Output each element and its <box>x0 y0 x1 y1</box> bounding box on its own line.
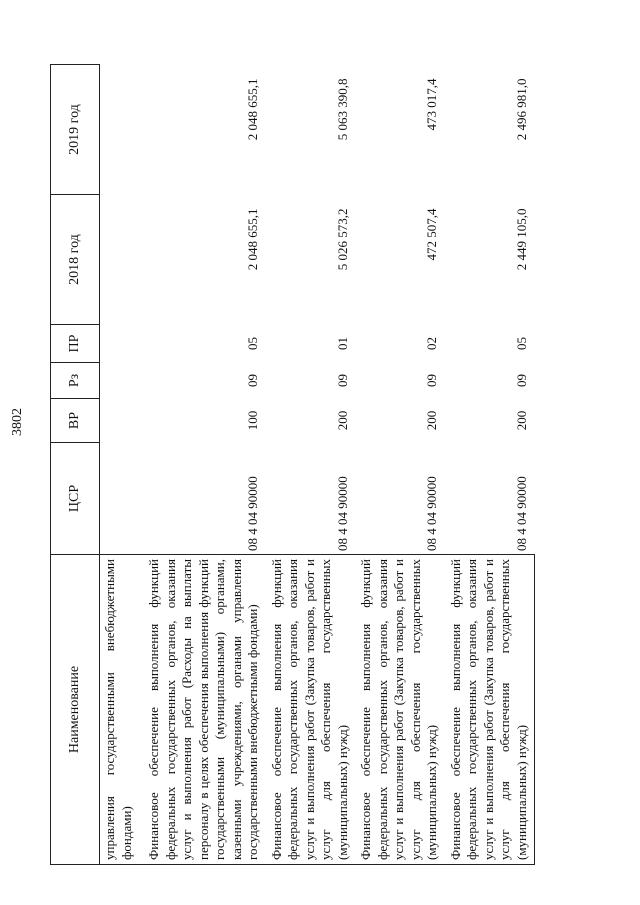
page-number: 3802 <box>10 408 25 436</box>
row-2018: 2 449 105,0 <box>514 208 529 271</box>
continuation-text: управления государственными внебюджетными фондами) <box>100 555 144 865</box>
row-name: Финансовое обеспечение выполнения функций федеральных государственных органов, оказания услуг и выполнения работ (Расходы на выплаты персоналу в целях обеспечения выполнения функций государственными (муниципальными) органами, казенными учреждениями, органами управления государственными внебюджетными фондами) <box>143 555 266 865</box>
row-2018: 5 026 573,2 <box>334 208 350 271</box>
row-pr: 05 <box>514 337 529 350</box>
row-name: Финансовое обеспечение выполнения функций федеральных государственных органов, оказания услуг и выполнения работ (Закупка товаров, работ и услуг для обеспечения государственных (муниципальных) нужд) <box>445 555 535 865</box>
table-row <box>355 65 445 865</box>
header-csr: ЦСР <box>51 443 100 555</box>
row-rz: 09 <box>245 374 260 387</box>
row-2018: 472 507,4 <box>424 208 439 261</box>
row-csr: 08 4 04 90000 <box>245 476 260 551</box>
header-name: Наименование <box>51 555 100 865</box>
row-rz: 09 <box>514 374 529 387</box>
row-vr: 100 <box>245 410 260 431</box>
row-2019: 473 017,4 <box>424 78 439 131</box>
row-name: Финансовое обеспечение выполнения функций федеральных государственных органов, оказания услуг и выполнения работ (Закупка товаров, работ и услуг для обеспечения государственных (муниципальных) нужд) <box>355 555 445 865</box>
header-pr: ПР <box>51 325 100 363</box>
header-2018: 2018 год <box>51 195 100 325</box>
rotated-page <box>50 65 610 865</box>
row-vr: 200 <box>514 410 529 431</box>
table-header <box>51 65 100 865</box>
row-csr: 08 4 04 90000 <box>514 476 529 551</box>
row-2019: 5 063 390,8 <box>334 78 350 141</box>
row-2019: 2 048 655,1 <box>245 78 260 141</box>
budget-table <box>50 64 535 865</box>
row-name: Финансовое обеспечение выполнения функций федеральных государственных органов, оказания услуг и выполнения работ (Закупка товаров, работ и услуг для обеспечения государственных (муниципальных) нужд) <box>266 555 356 865</box>
row-vr: 200 <box>424 410 439 431</box>
header-2019: 2019 год <box>51 65 100 195</box>
row-rz: 09 <box>334 374 350 387</box>
row-pr: 05 <box>245 337 260 350</box>
row-csr: 08 4 04 90000 <box>424 476 439 551</box>
row-2018: 2 048 655,1 <box>245 208 260 271</box>
header-rz: Рз <box>51 363 100 399</box>
row-pr: 02 <box>424 337 439 350</box>
row-2019: 2 496 981,0 <box>514 78 529 141</box>
table-row <box>266 65 356 865</box>
table-row-continuation <box>100 65 144 865</box>
row-pr: 01 <box>334 337 350 350</box>
header-vr: ВР <box>51 399 100 443</box>
row-csr: 08 4 04 90000 <box>334 476 350 551</box>
row-vr: 200 <box>334 410 350 431</box>
row-rz: 09 <box>424 374 439 387</box>
table-row <box>445 65 535 865</box>
table-row <box>143 65 266 865</box>
